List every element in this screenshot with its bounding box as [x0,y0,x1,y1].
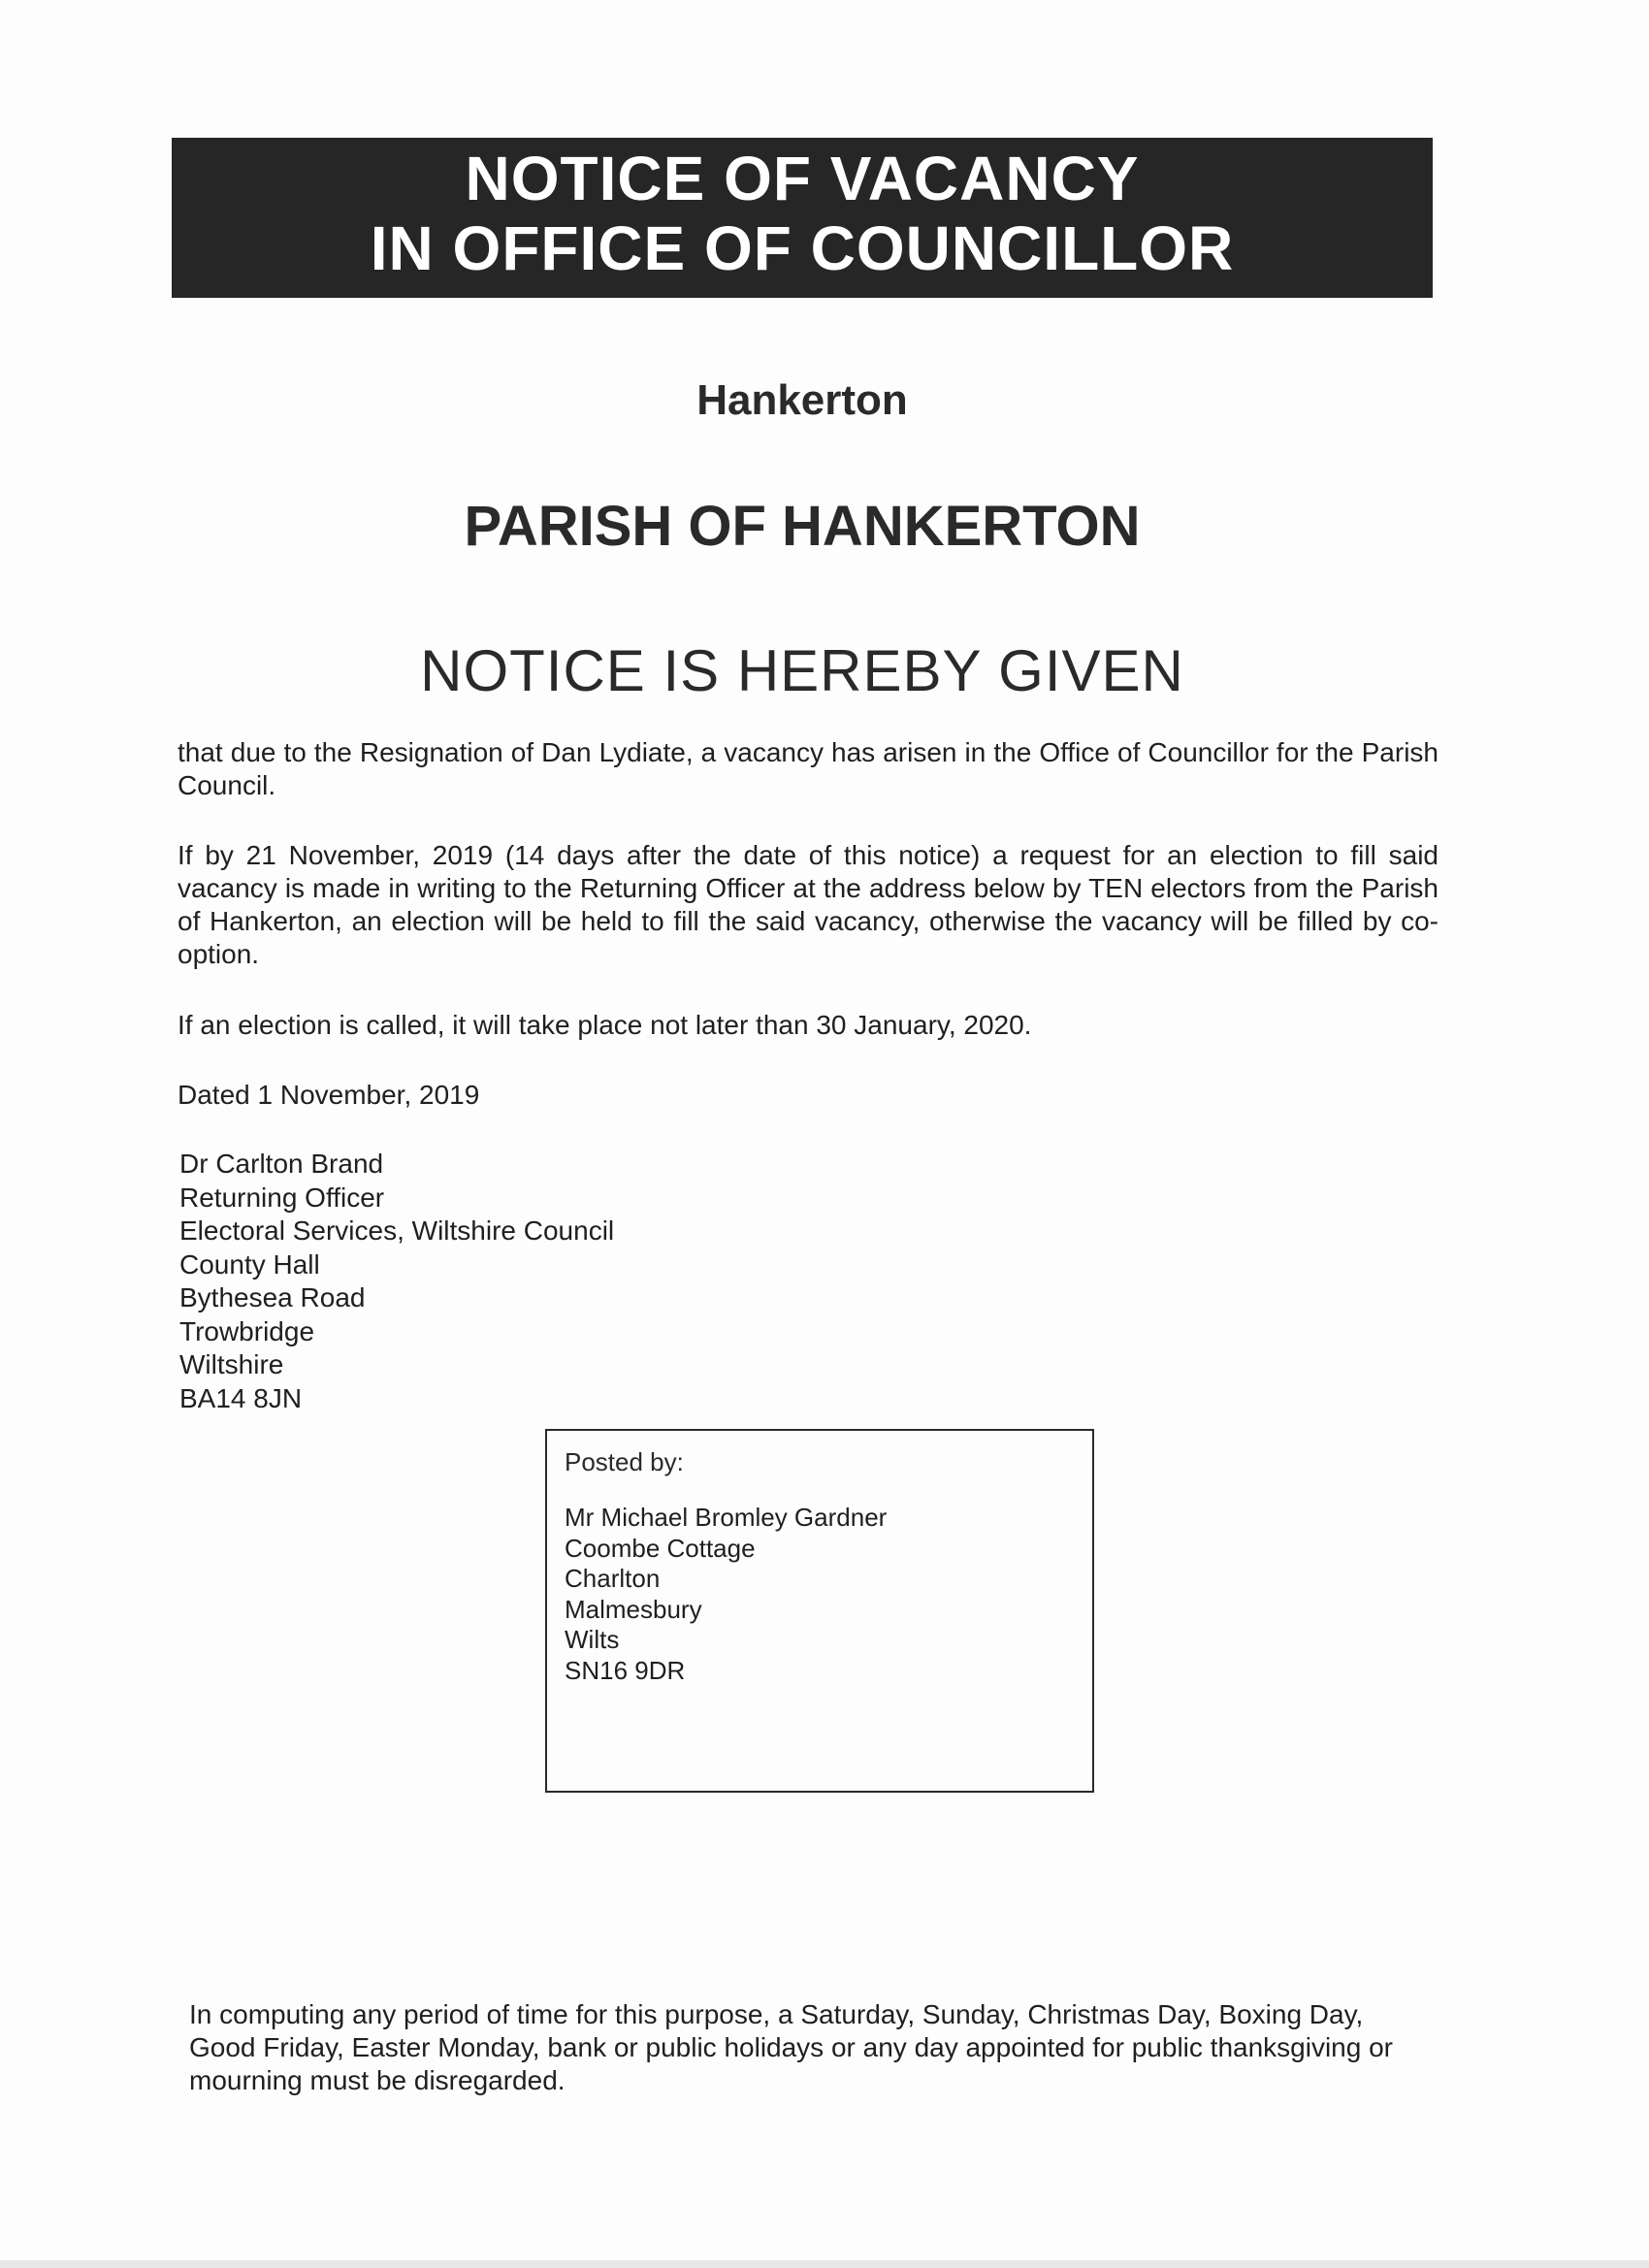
parish-heading: PARISH OF HANKERTON [464,495,1141,558]
officer-postcode: BA14 8JN [179,1382,303,1413]
officer-address-line: County Hall [179,1248,320,1280]
banner-title-line-2: IN OFFICE OF COUNCILLOR [370,213,1235,283]
dated-line: Dated 1 November, 2019 [178,1080,480,1110]
poster-postcode: SN16 9DR [565,1655,686,1685]
election-request-paragraph: If by 21 November, 2019 (14 days after the date of this notice) a request for an election to fill said vacancy is made in writing to the Returning Officer at the address below by TEN electors from the Parish of Hankerton, an election will be held to fill the said vacancy, otherwise the vacancy will be filled by co-option. [178,840,1439,969]
election-date-paragraph: If an election is called, it will take place not later than 30 January, 2020. [178,1010,1032,1040]
officer-address-line: Electoral Services, Wiltshire Council [179,1215,615,1246]
notice-heading: NOTICE IS HEREBY GIVEN [420,638,1184,703]
poster-address-line: Malmesbury [565,1594,702,1624]
page-bottom-edge [0,2260,1649,2268]
poster-name: Mr Michael Bromley Gardner [565,1503,888,1532]
officer-title: Returning Officer [179,1182,385,1213]
posted-by-box [545,1429,1094,1793]
banner-title-line-1: NOTICE OF VACANCY [465,144,1140,213]
poster-address-line: Charlton [565,1564,661,1593]
officer-address-line: Bythesea Road [179,1282,366,1312]
notice-banner [172,138,1433,298]
area-name-heading: Hankerton [696,376,908,424]
officer-name: Dr Carlton Brand [179,1149,384,1179]
footnote-paragraph: In computing any period of time for this purpose, a Saturday, Sunday, Christmas Day, Boxing Day, Good Friday, Easter Monday, bank or public holidays or any day appointed for public thanksgiving or mourning must be disregarded. [189,1999,1393,2095]
posted-by-address [565,1503,887,1686]
officer-address-line: Wiltshire [179,1349,284,1379]
poster-address-line: Coombe Cottage [565,1533,756,1563]
posted-by-label: Posted by: [565,1447,684,1476]
officer-address-line: Trowbridge [179,1315,315,1346]
resignation-paragraph: that due to the Resignation of Dan Lydiate, a vacancy has arisen in the Office of Councillor for the Parish Council. [178,737,1439,800]
poster-address-line: Wilts [565,1625,620,1654]
returning-officer-address [179,1148,614,1415]
